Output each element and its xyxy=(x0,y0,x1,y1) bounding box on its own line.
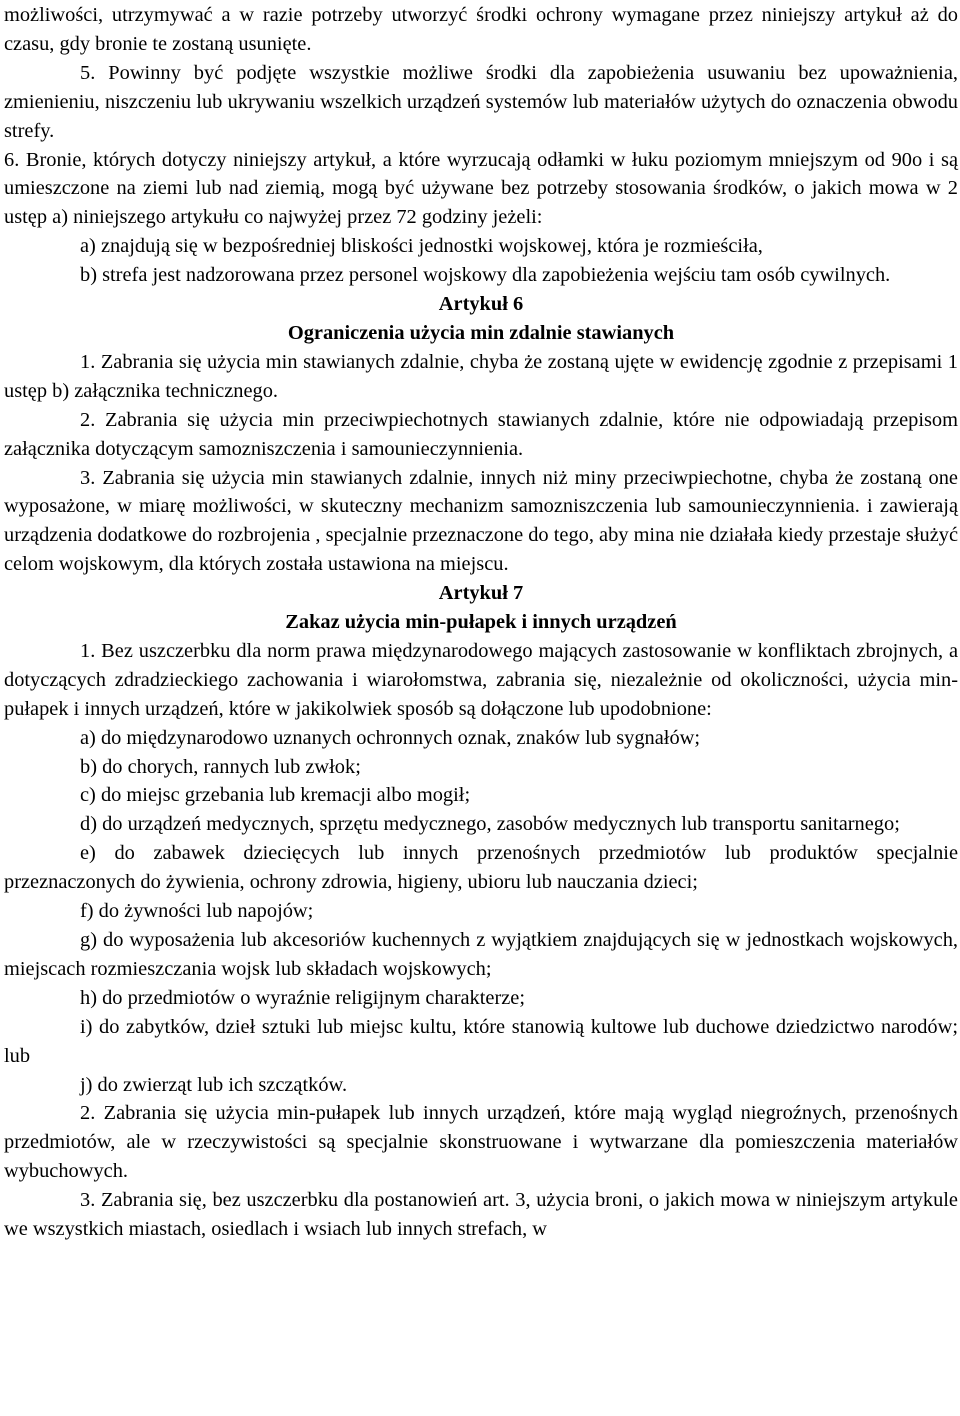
article-7-body xyxy=(4,637,958,1244)
article-7-paragraph: g) do wyposażenia lub akcesoriów kuchennych z wyjątkiem znajdujących się w jednostkach wojskowych, miejscach rozmieszczania wojsk lub składach wojskowych; xyxy=(4,929,958,980)
article-6-heading: Artykuł 6 xyxy=(438,293,524,316)
document-page xyxy=(4,0,958,1244)
article-6-title: Ograniczenia użycia min zdalnie stawianych xyxy=(287,321,675,344)
intro-paragraph: b) strefa jest nadzorowana przez personel wojskowy dla zapobieżenia wejściu tam osób cywilnych. xyxy=(80,264,891,287)
article-7-paragraph: 1. Bez uszczerbku dla norm prawa międzynarodowego mających zastosowanie w konfliktach zbrojnych, a dotyczących zdradzieckiego zachowania i wiarołomstwa, zabrania się, niezależnie od okoliczności, użycia min-pułapek i innych urządzeń, które w jakikolwiek sposób są dołączone lub upodobnione: xyxy=(4,639,958,720)
article-6-body xyxy=(4,348,958,579)
article-6 xyxy=(4,290,958,579)
article-6-paragraph: 2. Zabrania się użycia min przeciwpiechotnych stawianych zdalnie, które nie odpowiadają przepisom załącznika dotyczącym samozniszczenia i samounieczynnienia. xyxy=(4,408,958,460)
article-6-paragraph: 1. Zabrania się użycia min stawianych zdalnie, chyba że zostaną ujęte w ewidencję zgodnie z przepisami 1 ustęp b) załącznika technicznego. xyxy=(4,350,958,402)
article-7-paragraph: f) do żywności lub napojów; xyxy=(80,900,314,923)
article-7-paragraph: h) do przedmiotów o wyraźnie religijnym charakterze; xyxy=(80,986,526,1009)
intro-paragraph: 6. Bronie, których dotyczy niniejszy artykuł, a które wyrzucają odłamki w łuku poziomym mniejszym od 90o i są umieszczone na ziemi lub nad ziemią, mogą być używane bez potrzeby stosowania środków, o jakich mowa w 2 ustęp a) niniejszego artykułu co najwyżej przez 72 godziny jeżeli: xyxy=(4,148,958,229)
article-7-paragraph: b) do chorych, rannych lub zwłok; xyxy=(80,755,361,778)
article-7-paragraph: e) do zabawek dziecięcych lub innych przenośnych przedmiotów lub produktów specjalnie przeznaczonych do żywienia, ochrony zdrowia, higieny, ubioru lub nauczania dzieci; xyxy=(4,842,958,894)
article-7-paragraph: i) do zabytków, dzieł sztuki lub miejsc kultu, które stanowią kultowe lub duchowe dziedzictwo narodów; lub xyxy=(4,1015,958,1067)
intro-paragraph: 5. Powinny być podjęte wszystkie możliwe środki dla zapobieżenia usuwaniu bez upoważnienia, zmienieniu, niszczeniu lub ukrywaniu wszelkich urządzeń systemów lub materiałów użytych do oznaczenia obwodu strefy. xyxy=(4,61,958,142)
article-7-paragraph: c) do miejsc grzebania lub kremacji albo mogił; xyxy=(80,784,471,807)
article-7-paragraph: a) do międzynarodowo uznanych ochronnych oznak, znaków lub sygnałów; xyxy=(80,726,701,749)
intro-paragraph: a) znajdują się w bezpośredniej bliskości jednostki wojskowej, która je rozmieściła, xyxy=(80,235,763,258)
article-7-paragraph: d) do urządzeń medycznych, sprzętu medycznego, zasobów medycznych lub transportu sanitarnego; xyxy=(80,813,900,836)
article-6-paragraph: 3. Zabrania się użycia min stawianych zdalnie, innych niż miny przeciwpiechotne, chyba że zostaną one wyposażone, w miarę możliwości, w skuteczny mechanizm samozniszczenia lub samounieczynnienia. i zawierają urządzenia dodatkowe do rozbrojenia , specjalnie przeznaczone do tego, aby mina nie działała kiedy przestaje służyć celom wojskowym, dla których została ustawiona na miejscu. xyxy=(4,466,958,576)
article-7-title: Zakaz użycia min-pułapek i innych urządzeń xyxy=(285,611,677,634)
article-7-paragraph: 2. Zabrania się użycia min-pułapek lub innych urządzeń, które mają wygląd niegroźnych, przenośnych przedmiotów, ale w rzeczywistości są specjalnie skonstruowane i wytwarzane dla pomieszczenia materiałów wybuchowych. xyxy=(4,1102,958,1183)
article-7-paragraph: j) do zwierząt lub ich szczątków. xyxy=(80,1073,348,1096)
article-7-heading: Artykuł 7 xyxy=(438,582,524,605)
intro-section xyxy=(4,1,958,290)
intro-paragraph: możliwości, utrzymywać a w razie potrzeby utworzyć środki ochrony wymagane przez niniejszy artykuł aż do czasu, gdy bronie te zostaną usunięte. xyxy=(4,4,958,55)
article-7-paragraph: 3. Zabrania się, bez uszczerbku dla postanowień art. 3, użycia broni, o jakich mowa w niniejszym artykule we wszystkich miastach, osiedlach i wsiach lub innych strefach, w xyxy=(4,1189,958,1241)
article-7 xyxy=(4,579,958,1244)
